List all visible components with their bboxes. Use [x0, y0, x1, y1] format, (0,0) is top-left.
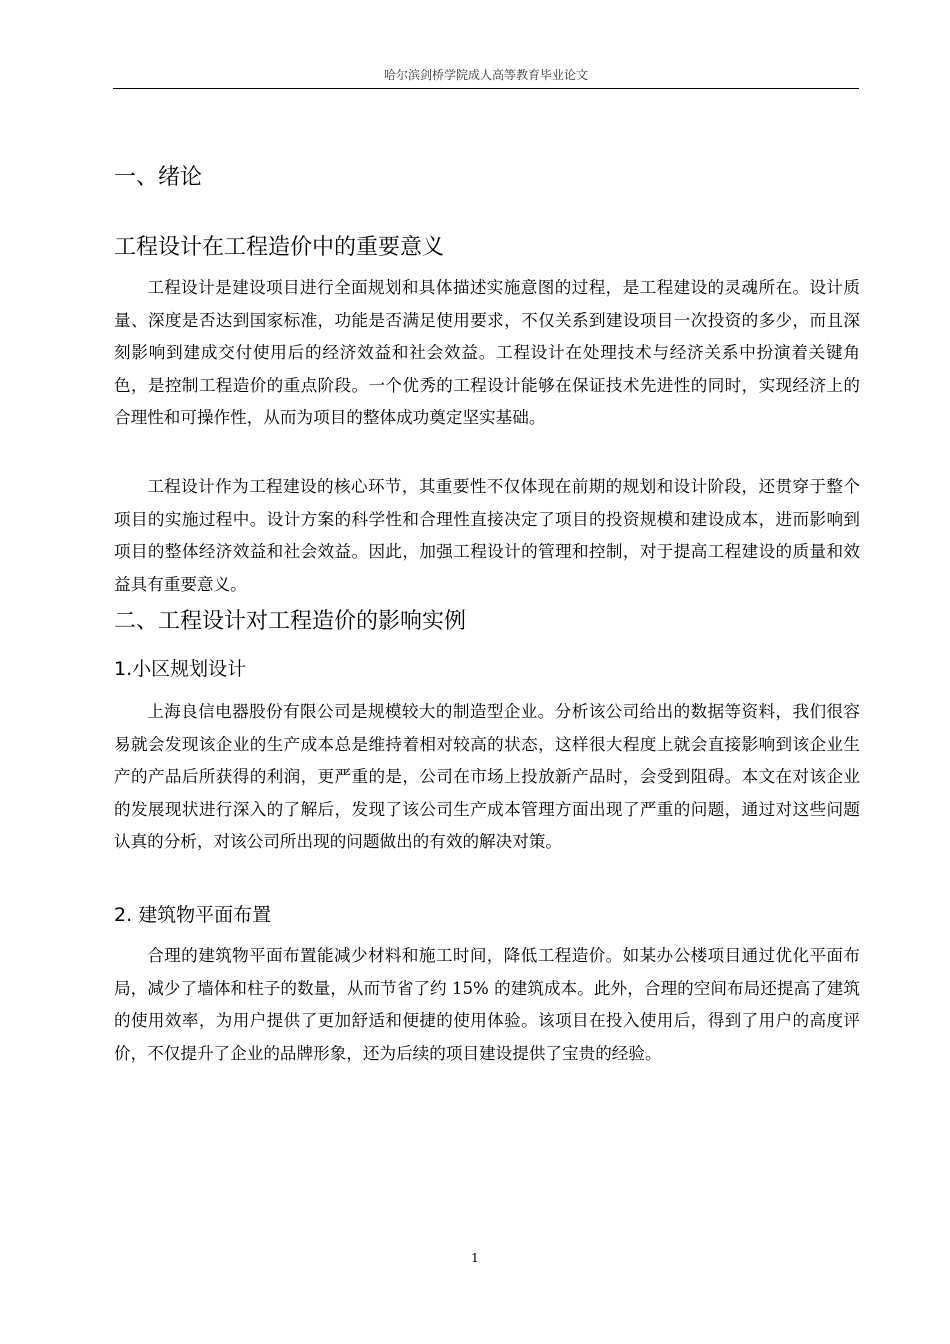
subsection-heading-community-planning: 1.小区规划设计 — [114, 658, 247, 680]
paragraph: 工程设计是建设项目进行全面规划和具体描述实施意图的过程，是工程建设的灵魂所在。设计质量、深度是否达到国家标准，功能是否满足使用要求，不仅关系到建设项目一次投资的多少，而且深刻影响到建成交付使用后的经济效益和社会效益。工程设计在处理技术与经济关系中扮演着关键角色，是控制工程造价的重点阶段。一个优秀的工程设计能够在保证技术先进性的同时，实现经济上的合理性和可操作性，从而为项目的整体成功奠定坚实基础。 — [114, 278, 860, 428]
page-number: 1 — [471, 1251, 479, 1265]
paragraph: 合理的建筑物平面布置能减少材料和施工时间，降低工程造价。如某办公楼项目通过优化平面布局，减少了墙体和柱子的数量，从而节省了约 15% 的建筑成本。此外，合理的空间布局还提高了建筑的使用效率，为用户提供了更加舒适和便捷的使用体验。该项目在投入使用后，得到了用户的高度评价，不仅提升了企业的品牌形象，还为后续的项目建设提供了宝贵的经验。 — [114, 946, 860, 1063]
page-header-title: 哈尔滨剑桥学院成人高等教育毕业论文 — [383, 68, 588, 82]
subsection-heading-floor-layout: 2. 建筑物平面布置 — [114, 904, 272, 926]
paragraph: 上海良信电器股份有限公司是规模较大的制造型企业。分析该公司给出的数据等资料，我们很容易就会发现该企业的生产成本总是维持着相对较高的状态，这样很大程度上就会直接影响到该企业生产的产品后所获得的利润，更严重的是，公司在市场上投放新产品时，会受到阻碍。本文在对该企业的发展现状进行深入的了解后，发现了该公司生产成本管理方面出现了严重的问题，通过对这些问题认真的分析，对该公司所出现的问题做出的有效的解决对策。 — [114, 702, 860, 852]
paragraph: 工程设计作为工程建设的核心环节，其重要性不仅体现在前期的规划和设计阶段，还贯穿于整个项目的实施过程中。设计方案的科学性和合理性直接决定了项目的投资规模和建设成本，进而影响到项目的整体经济效益和社会效益。因此，加强工程设计的管理和控制，对于提高工程建设的质量和效益具有重要意义。 — [114, 477, 860, 594]
subsection-heading-importance: 工程设计在工程造价中的重要意义 — [114, 235, 445, 260]
header-rule — [113, 88, 859, 89]
section-heading-introduction: 一、绪论 — [114, 165, 203, 190]
section-heading-examples: 二、工程设计对工程造价的影响实例 — [114, 609, 467, 634]
